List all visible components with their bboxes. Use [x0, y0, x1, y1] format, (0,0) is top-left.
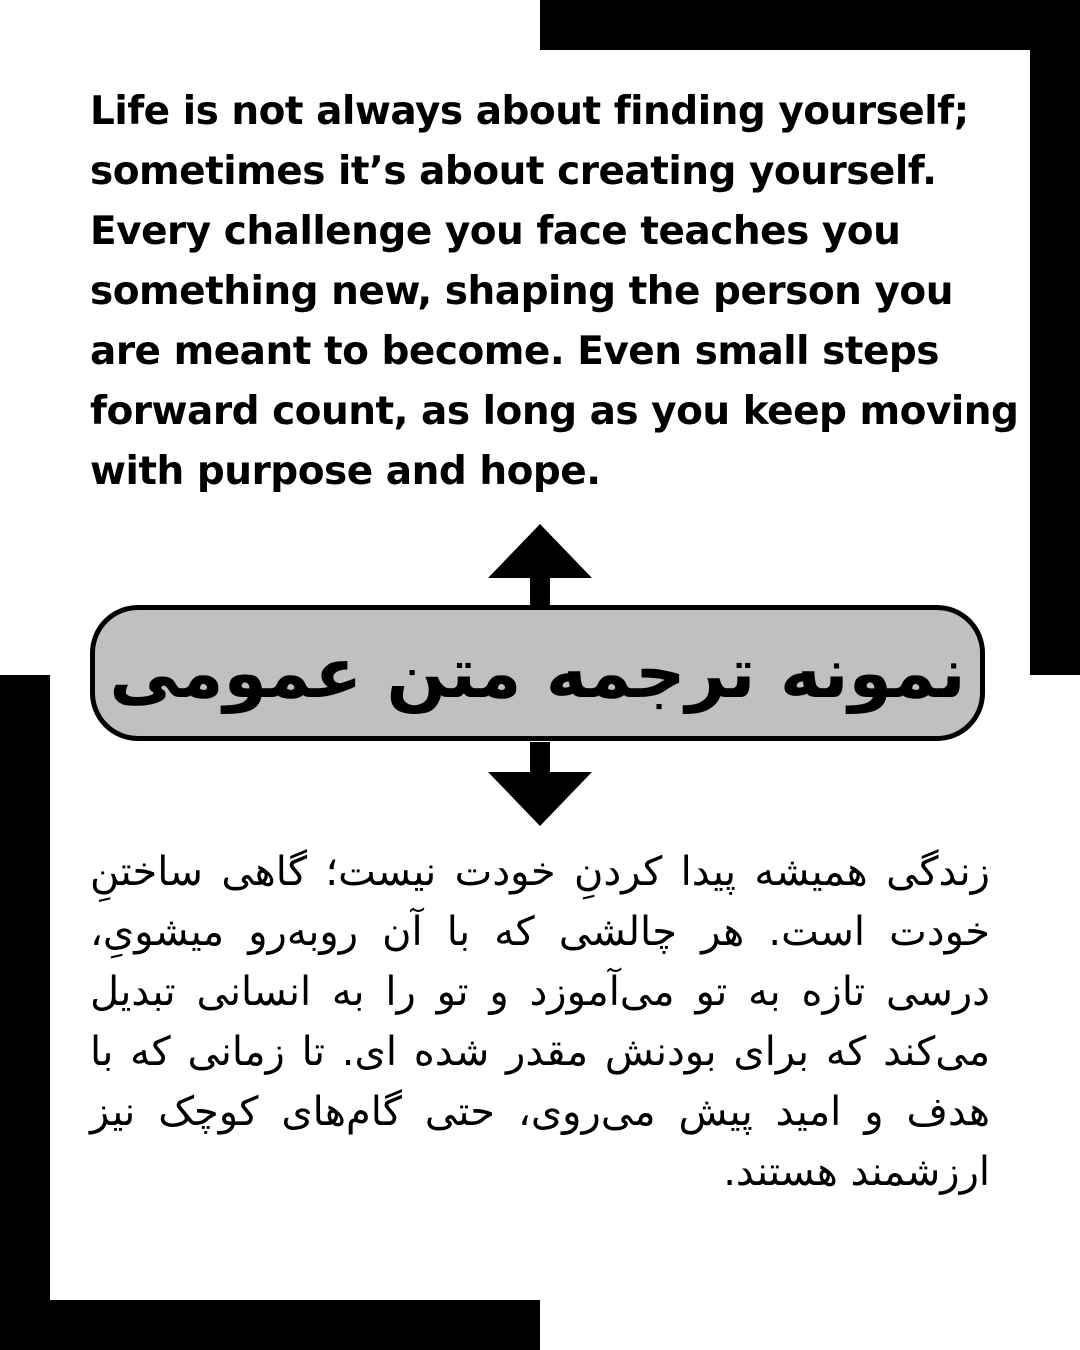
frame-bar-top: [540, 0, 1080, 50]
title-text: نمونه ترجمه متن عمومی: [109, 632, 966, 714]
frame-bar-right: [1030, 0, 1080, 675]
frame-bar-left: [0, 675, 50, 1350]
title-box: [90, 605, 985, 741]
arrow-down-icon: [488, 742, 592, 826]
persian-paragraph: زندگی همیشه پیدا کردنِ خودت نیست؛ گاهی ساختنِ خودت است. هر چالشی که با آن روبه‌رو میشویِ، درسی تازه به تو می‌آموزد و تو را به انسانی تبدیل می‌کند که برای بودنش مقدر شده ای. تا زمانی که با هدف و امید پیش می‌روی، حتی گام‌های کوچک نیز ارزشمند هستند.: [90, 849, 990, 1195]
frame-bar-bottom: [0, 1300, 540, 1350]
english-paragraph: Life is not always about finding yourself; sometimes it’s about creating yourself. Every challenge you face teaches you something new, shaping the person you are meant to become. Even small steps forward count, as long as you keep moving with purpose and hope.: [90, 89, 1019, 494]
arrow-up-icon: [488, 524, 592, 608]
